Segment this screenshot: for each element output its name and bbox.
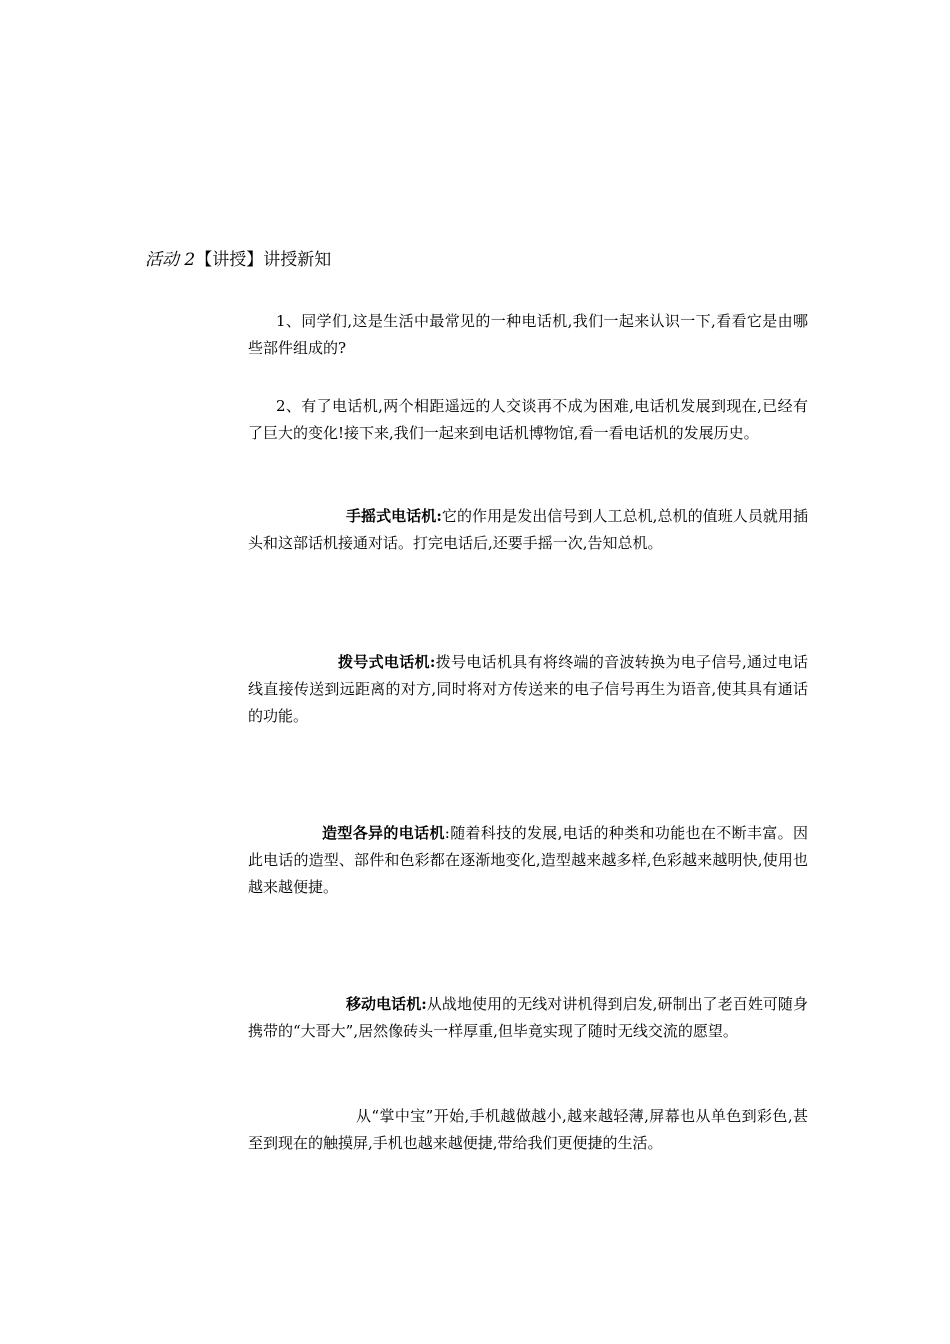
paragraph-lead: 移动电话机: xyxy=(346,995,427,1013)
paragraph-rotary-phone xyxy=(248,649,808,730)
paragraph-mobile-phone xyxy=(248,991,808,1045)
paragraph-text: :随着科技的发展,电话的种类和功能也在不断丰富。因此电话的造型、部件和色彩都在逐渐地变化,造型越来越多样,色彩越来越明快,使用也越来越便捷。 xyxy=(248,824,808,896)
paragraph-lead: 拨号式电话机: xyxy=(338,653,436,671)
paragraph-handset-evolution xyxy=(248,1103,808,1157)
paragraph-text: 从战地使用的无线对讲机得到启发,研制出了老百姓可随身携带的“大哥大”,居然像砖头一样厚重,但毕竟实现了随时无线交流的愿望。 xyxy=(248,995,808,1040)
paragraph-text: 从“掌中宝”开始,手机越做越小,越来越轻薄,屏幕也从单色到彩色,甚至到现在的触摸屏,手机也越来越便捷,带给我们更便捷的生活。 xyxy=(248,1107,808,1152)
paragraph-1 xyxy=(248,308,808,362)
paragraph-text: 2、有了电话机,两个相距遥远的人交谈再不成为困难,电话机发展到现在,已经有了巨大的变化!接下来,我们一起来到电话机博物馆,看一看电话机的发展历史。 xyxy=(248,397,808,442)
activity-label: 活动 2 xyxy=(145,250,196,270)
paragraph-text: 1、同学们,这是生活中最常见的一种电话机,我们一起来认识一下,看看它是由哪些部件组成的? xyxy=(248,312,808,357)
paragraph-lead: 手摇式电话机: xyxy=(346,507,442,525)
paragraph-text: 它的作用是发出信号到人工总机,总机的值班人员就用插头和这部话机接通对话。打完电话后,还要手摇一次,告知总机。 xyxy=(248,507,808,552)
paragraph-lead: 造型各异的电话机 xyxy=(322,824,445,842)
activity-title: 【讲授】讲授新知 xyxy=(195,250,332,270)
paragraph-varied-phones xyxy=(248,820,808,901)
paragraph-hand-crank-phone xyxy=(248,503,808,557)
paragraph-2 xyxy=(248,393,808,447)
activity-heading xyxy=(145,247,331,273)
paragraph-text: 拨号电话机具有将终端的音波转换为电子信号,通过电话线直接传送到远距离的对方,同时将对方传送来的电子信号再生为语音,使其具有通话的功能。 xyxy=(248,653,808,725)
